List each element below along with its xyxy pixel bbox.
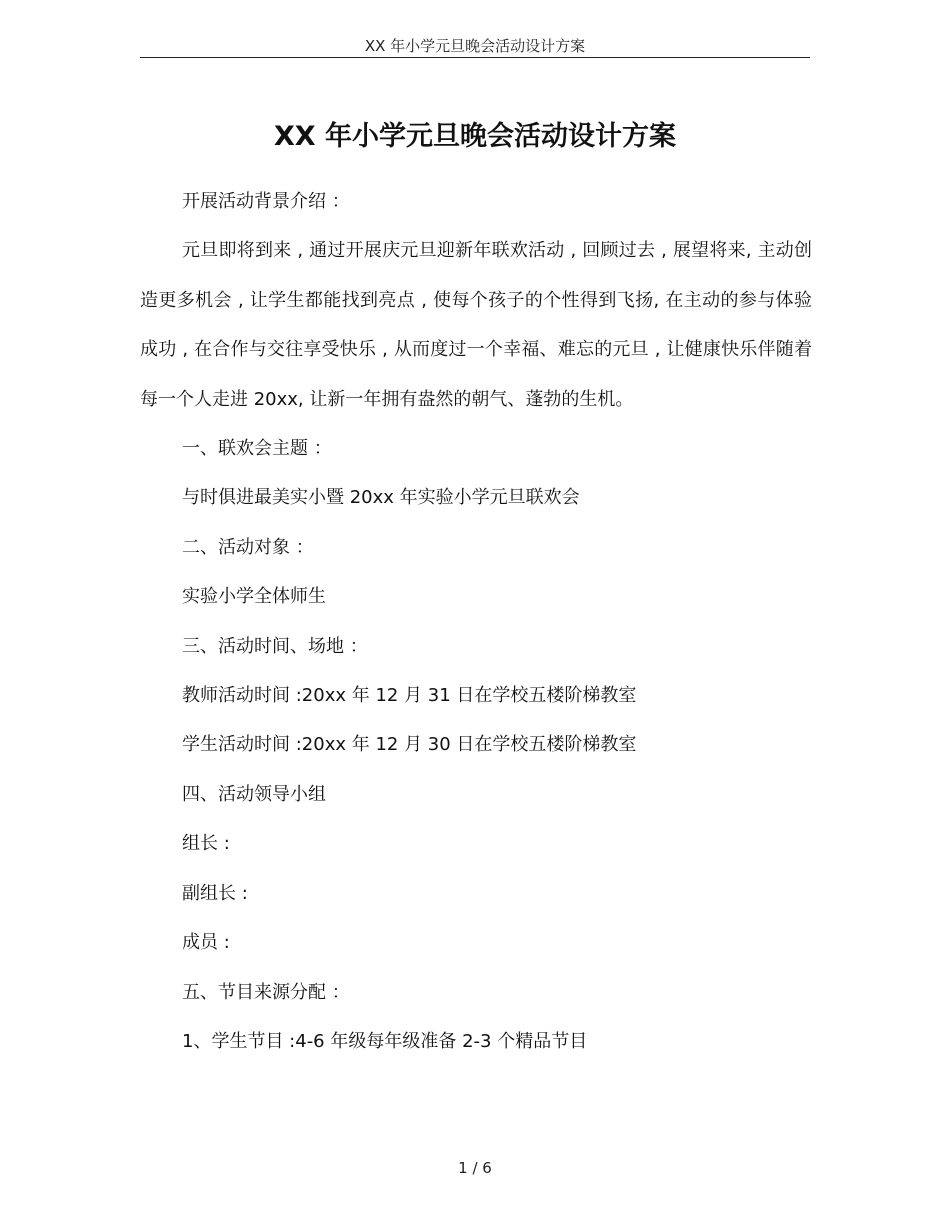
student-schedule: 学生活动时间 :20xx 年 12 月 30 日在学校五楼阶梯教室 (182, 734, 637, 756)
background-heading: 开展活动背景介绍 ： (182, 191, 350, 212)
background-paragraph: 元旦即将到来 , 通过开展庆元旦迎新年联欢活动 , 回顾过去 , 展望将来, 主动创造更多机会 , 让学生都能找到亮点 , 使每个孩子的个性得到飞扬, 在主动的参与体验成功 , 在合作与交往享受快乐 , 从而度过一个幸福、难忘的元旦 , 让健康快乐伴随着每一个人走进 20xx, 让新一年拥有盎然的朝气、蓬勃的生机。 (140, 240, 812, 410)
section-5-heading: 五、节目来源分配 ： (182, 981, 350, 1003)
participants-text: 实验小学全体师生 (182, 586, 326, 608)
section-2-heading: 二、活动对象 ： (182, 536, 314, 558)
members-label: 成员 : (182, 932, 230, 954)
theme-text: 与时俱进最美实小暨 20xx 年实验小学元旦联欢会 (182, 487, 580, 509)
document-title: XX 年小学元旦晚会活动设计方案 (273, 121, 677, 152)
program-item-1: 1、学生节目 :4-6 年级每年级准备 2-3 个精品节目 (182, 1030, 588, 1052)
document-body (140, 177, 812, 1066)
leader-label: 组长 : (182, 833, 230, 855)
header-divider (140, 57, 810, 58)
running-header: XX 年小学元旦晚会活动设计方案 (364, 37, 586, 55)
section-3-heading: 三、活动时间、场地 ： (182, 635, 368, 657)
page-number: 1 / 6 (458, 1159, 492, 1177)
section-1-heading: 一、联欢会主题 ： (182, 438, 332, 460)
teacher-schedule: 教师活动时间 :20xx 年 12 月 31 日在学校五楼阶梯教室 (182, 685, 637, 707)
section-4-heading: 四、活动领导小组 (182, 783, 326, 805)
deputy-leader-label: 副组长 : (182, 882, 248, 904)
